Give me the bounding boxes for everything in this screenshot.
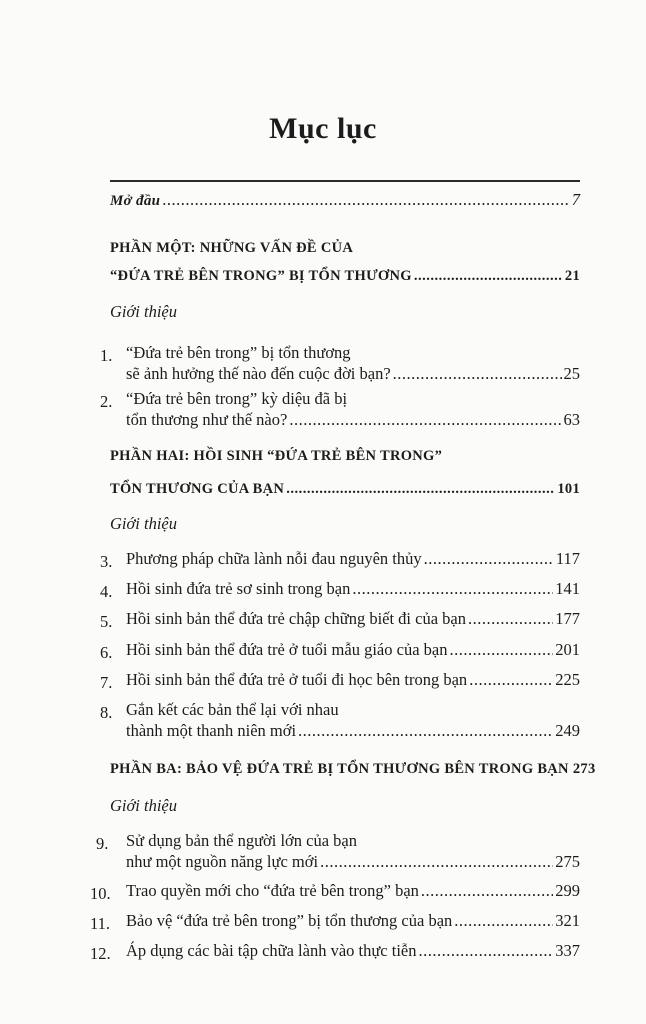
dot-leader [469, 670, 553, 690]
entry-page: 177 [555, 609, 580, 628]
dot-leader [298, 721, 553, 741]
entry-page: 7 [571, 190, 580, 209]
chapter-number: 9. [96, 834, 109, 853]
toc-entry-chapter-3[interactable] [126, 549, 580, 569]
dot-leader [414, 268, 563, 285]
entry-label: “ĐỨA TRẺ BÊN TRONG” BỊ TỔN THƯƠNG [110, 268, 412, 284]
entry-page: 21 [564, 268, 580, 284]
entry-label: thành một thanh niên mới [126, 721, 297, 740]
part1-intro[interactable]: Giới thiệu [110, 302, 178, 321]
toc-entry-chapter-4[interactable] [126, 579, 580, 599]
entry-page: 299 [555, 881, 580, 900]
entry-label: Bảo vệ “đứa trẻ bên trong” bị tổn thương của bạn [126, 911, 453, 930]
entry-page: 63 [563, 410, 580, 429]
chapter-number: 4. [100, 582, 113, 601]
dot-leader [289, 410, 561, 430]
entry-label: như một nguồn năng lực mới [126, 852, 319, 871]
toc-entry-chapter-5[interactable] [126, 609, 580, 629]
entry-label: Hồi sinh bản thể đứa trẻ ở tuổi mẫu giáo của bạn [126, 640, 448, 659]
entry-label: Hồi sinh đứa trẻ sơ sinh trong bạn [126, 579, 351, 598]
entry-label: Áp dụng các bài tập chữa lành vào thực tiễn [126, 941, 417, 960]
chapter-1-line1[interactable]: “Đứa trẻ bên trong” bị tổn thương [126, 343, 351, 362]
entry-page: 337 [555, 941, 580, 960]
toc-entry-part2[interactable] [110, 481, 580, 498]
entry-label: Hồi sinh bản thể đứa trẻ chập chững biết đi của bạn [126, 609, 466, 628]
entry-page: 201 [555, 640, 580, 659]
chapter-number: 7. [100, 673, 113, 692]
entry-page: 225 [555, 670, 580, 689]
entry-page: 273 [572, 761, 596, 777]
toc-entry-chapter-9[interactable] [126, 852, 580, 872]
part2-heading-line1: PHẦN HAI: HỒI SINH “ĐỨA TRẺ BÊN TRONG” [110, 448, 443, 464]
chapter-number: 10. [90, 884, 111, 903]
entry-label: sẽ ảnh hưởng thế nào đến cuộc đời bạn? [126, 364, 391, 383]
entry-label: Trao quyền mới cho “đứa trẻ bên trong” bạn [126, 881, 419, 900]
entry-page: 321 [555, 911, 580, 930]
toc-entry-chapter-11[interactable] [126, 911, 580, 931]
title-rule [110, 180, 580, 182]
chapter-8-line1[interactable]: Gắn kết các bản thể lại với nhau [126, 700, 339, 719]
toc-entry-chapter-12[interactable] [126, 941, 580, 961]
toc-entry-intro[interactable] [110, 190, 580, 210]
toc-entry-chapter-2[interactable] [126, 410, 580, 430]
dot-leader [419, 941, 554, 961]
chapter-number: 11. [90, 914, 111, 933]
entry-page: 275 [555, 852, 580, 871]
chapter-9-line1[interactable]: Sử dụng bản thể người lớn của bạn [126, 831, 358, 850]
entry-page: 249 [555, 721, 580, 740]
entry-label: Phương pháp chữa lành nỗi đau nguyên thủy [126, 549, 422, 568]
entry-label: Mở đầu [110, 193, 161, 209]
chapter-number: 1. [100, 346, 113, 365]
toc-entry-chapter-1[interactable] [126, 364, 580, 384]
entry-label: Hồi sinh bản thể đứa trẻ ở tuổi đi học bên trong bạn [126, 670, 468, 689]
part1-heading-line1: PHẦN MỘT: NHỮNG VẤN ĐỀ CỦA [110, 240, 354, 256]
dot-leader [320, 852, 553, 872]
part3-intro[interactable]: Giới thiệu [110, 796, 178, 815]
dot-leader [468, 609, 553, 629]
part2-intro[interactable]: Giới thiệu [110, 514, 178, 533]
toc-entry-part1[interactable] [110, 268, 580, 285]
chapter-number: 6. [100, 643, 113, 662]
toc-entry-part3[interactable] [110, 761, 596, 778]
entry-page: 141 [555, 579, 580, 598]
entry-label: PHẦN BA: BẢO VỆ ĐỨA TRẺ BỊ TỔN THƯƠNG BÊN TRONG BẠN [110, 761, 569, 777]
dot-leader [421, 881, 553, 901]
dot-leader [449, 640, 553, 660]
entry-page: 25 [563, 364, 580, 383]
entry-page: 101 [557, 481, 580, 497]
chapter-number: 3. [100, 552, 113, 571]
toc-entry-chapter-10[interactable] [126, 881, 580, 901]
page-title: Mục lục [269, 112, 377, 145]
dot-leader [393, 364, 562, 384]
dot-leader [352, 579, 553, 599]
dot-leader [286, 481, 555, 498]
chapter-number: 12. [90, 944, 111, 963]
chapter-number: 2. [100, 392, 113, 411]
toc-entry-chapter-7[interactable] [126, 670, 580, 690]
toc-entry-chapter-6[interactable] [126, 640, 580, 660]
toc-entry-chapter-8[interactable] [126, 721, 580, 741]
dot-leader [424, 549, 554, 569]
entry-label: tổn thương như thế nào? [126, 410, 288, 429]
chapter-number: 8. [100, 703, 113, 722]
chapter-number: 5. [100, 612, 113, 631]
entry-page: 117 [555, 549, 580, 568]
chapter-2-line1[interactable]: “Đứa trẻ bên trong” kỳ diệu đã bị [126, 389, 348, 408]
dot-leader [162, 190, 569, 210]
dot-leader [454, 911, 553, 931]
entry-label: TỔN THƯƠNG CỦA BẠN [110, 481, 285, 497]
